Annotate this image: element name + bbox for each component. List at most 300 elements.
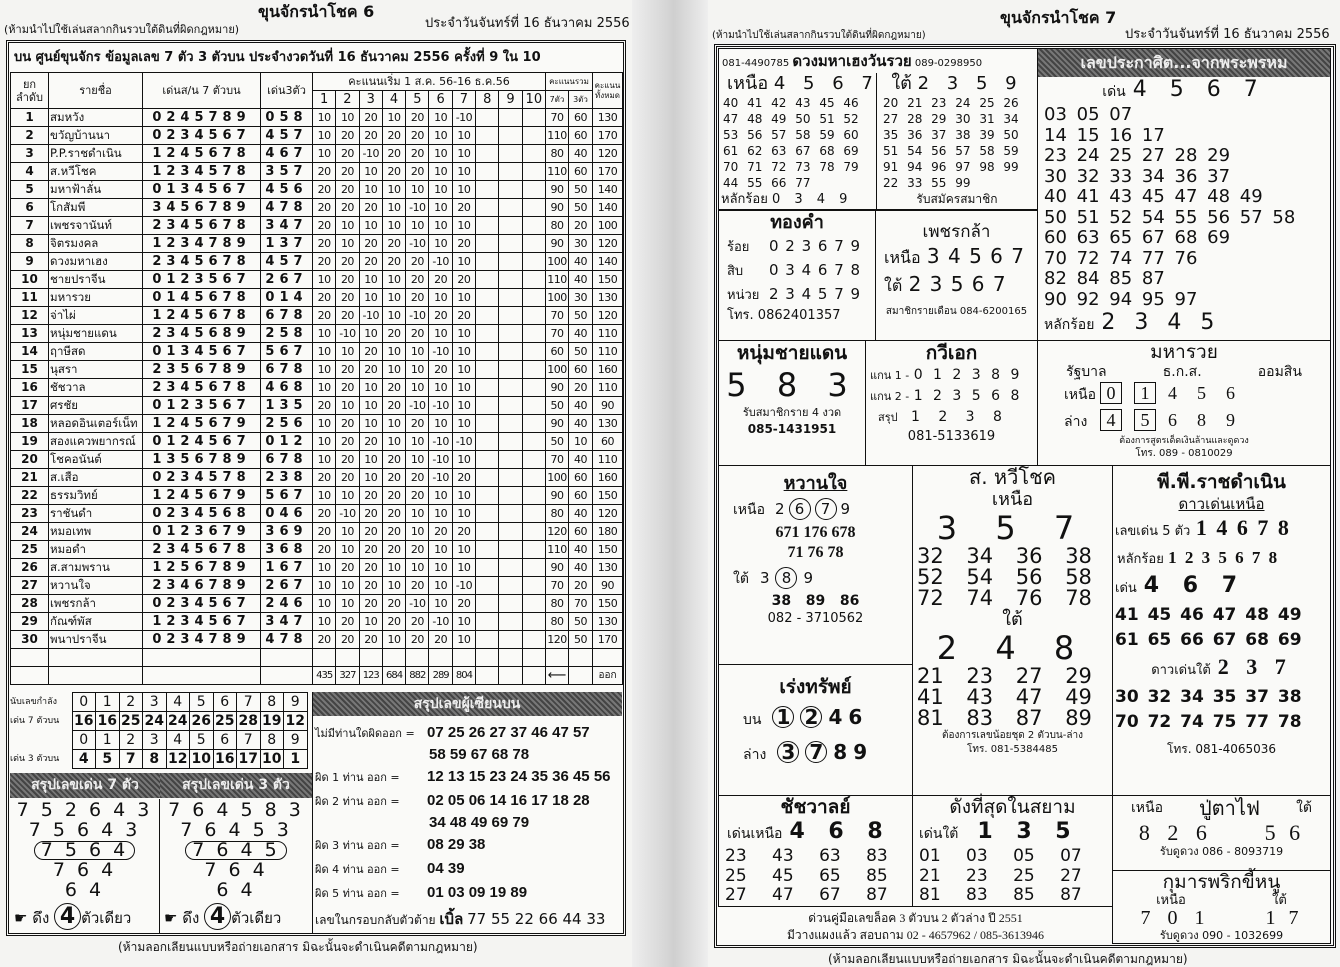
row-total: 60 [592, 433, 622, 451]
dang-row: 21 23 25 27 [919, 865, 1082, 886]
thongkham-label: หน่วย [727, 288, 760, 303]
prakasit-row: 70 72 74 77 76 [1044, 247, 1198, 269]
row-score: 20 [359, 235, 382, 253]
row-score: 10 [452, 253, 475, 271]
row-rank: 16 [11, 379, 49, 397]
row-score: 10 [429, 109, 452, 127]
blank-row [11, 649, 623, 667]
table-row [11, 379, 623, 397]
row-rank: 25 [11, 541, 49, 559]
row-score: 20 [336, 433, 359, 451]
row-total: 140 [592, 181, 622, 199]
row-score [522, 595, 545, 613]
row-score: 20 [429, 271, 452, 289]
table-row [11, 289, 623, 307]
row-score: 20 [359, 433, 382, 451]
duang-south-row: 35 36 37 38 39 50 [883, 128, 1019, 142]
row-score [499, 397, 522, 415]
blank-cell [499, 649, 522, 667]
row-seven: 0123567 [143, 271, 261, 289]
count-cell: 25 [119, 712, 143, 731]
row-three: 014 [261, 289, 313, 307]
wanjai-south-digit: 3 [759, 569, 770, 587]
row-t3: 20 [568, 379, 592, 397]
wichok-north: 3 5 7 [936, 509, 1089, 547]
wichok-note: ต้องการเลขน้อยชุด 2 ตัวบน-ล่าง [941, 730, 1084, 741]
row-score: 20 [336, 631, 359, 649]
row-score: 10 [313, 595, 336, 613]
row-score: 10 [406, 505, 429, 523]
row-seven: 0145678 [143, 289, 261, 307]
row-score [522, 343, 545, 361]
wichok-north-row: 52 54 56 58 [917, 565, 1092, 589]
row-rank: 13 [11, 325, 49, 343]
row-score: 10 [336, 235, 359, 253]
pyramid-line [160, 841, 312, 860]
row-score: 10 [313, 577, 336, 595]
row-t7: 80 [545, 217, 568, 235]
table-row [11, 631, 623, 649]
row-three: 347 [261, 613, 313, 631]
count-label: เด่น 7 ตัวบน [10, 716, 60, 726]
row-score: 20 [336, 415, 359, 433]
section-putafai [1112, 795, 1331, 871]
row-score: 20 [359, 523, 382, 541]
row-score [476, 217, 499, 235]
row-score: 10 [359, 415, 382, 433]
wanjai-south-label: ใต้ [733, 571, 749, 587]
count-cell: 8 [260, 693, 284, 712]
wanjai-north-digit: 9 [840, 500, 851, 518]
blank-cell [568, 649, 592, 667]
count-cell: 0 [72, 693, 96, 712]
row-score: 10 [452, 559, 475, 577]
row-score [522, 505, 545, 523]
row-score: 10 [429, 415, 452, 433]
kawi-sum: 1 2 3 8 [910, 409, 1009, 425]
row-score: 10 [336, 523, 359, 541]
row-score: 10 [336, 487, 359, 505]
row-total: 150 [592, 271, 622, 289]
blank-cell [476, 649, 499, 667]
pyramid-value: 7 6 4 5 3 [180, 819, 292, 841]
count-cell: 10 [190, 750, 214, 769]
pyramid-line [10, 881, 159, 900]
pp-south-row: 70 72 74 75 77 78 [1115, 712, 1302, 732]
row-score: 10 [452, 487, 475, 505]
row-score: 20 [336, 289, 359, 307]
row-score: 20 [313, 199, 336, 217]
summary-line [315, 858, 622, 880]
row-score: 20 [359, 577, 382, 595]
duang-phone1: 081-4490785 [722, 58, 790, 69]
row-name: จิตรมงคล [49, 235, 143, 253]
row-score [499, 199, 522, 217]
row-three: 368 [261, 541, 313, 559]
row-rank: 30 [11, 631, 49, 649]
row-seven: 0234567 [143, 127, 261, 145]
book-line1: ด่วนคู่มือเลขล็อค 3 ตัวบน 2 ตัวล่าง ปี 2551 [808, 911, 1023, 925]
digit-count-grid [10, 692, 308, 769]
row-score: 10 [313, 325, 336, 343]
col-seven: เด่นส/น 7 ตัวบน [143, 73, 261, 109]
row-name: จ่าไผ่ [49, 307, 143, 325]
wichok-south: 2 4 8 [936, 629, 1089, 667]
row-t3: 60 [568, 109, 592, 127]
row-name: ฤาษีสด [49, 343, 143, 361]
putafai-south: 5 6 [1264, 820, 1305, 845]
row-seven: 2345678 [143, 253, 261, 271]
row-score: 10 [429, 577, 452, 595]
row-total: 150 [592, 541, 622, 559]
row-t3: 40 [568, 325, 592, 343]
row-t3: 20 [568, 217, 592, 235]
row-score: 10 [313, 361, 336, 379]
row-rank: 6 [11, 199, 49, 217]
row-score: 20 [406, 289, 429, 307]
pp-south: 2 3 7 [1217, 654, 1292, 679]
row-score: 10 [406, 217, 429, 235]
row-t7: 60 [545, 343, 568, 361]
blank-cell [522, 667, 545, 685]
row-three: 457 [261, 253, 313, 271]
table-row [11, 271, 623, 289]
duang-south-row: 27 28 29 30 31 34 [883, 112, 1019, 126]
row-t7: 110 [545, 127, 568, 145]
row-name: ชัชวาล [49, 379, 143, 397]
row-score: 10 [313, 379, 336, 397]
duang-north-row: 61 62 63 67 68 69 [723, 144, 859, 158]
row-score: 10 [336, 577, 359, 595]
row-score [476, 433, 499, 451]
row-score: 10 [406, 361, 429, 379]
row-score: 20 [452, 523, 475, 541]
row-score [522, 235, 545, 253]
duang-north [721, 73, 877, 209]
row-score: 10 [452, 631, 475, 649]
row-score: 10 [452, 613, 475, 631]
row-score: 20 [336, 253, 359, 271]
reverse-label: เลขในกรอบกลับตัวต้าย [315, 913, 436, 927]
row-t7: 90 [545, 559, 568, 577]
putafai-north: 8 2 6 [1138, 820, 1213, 845]
row-score: 10 [313, 127, 336, 145]
table-row [11, 469, 623, 487]
row-total: 170 [592, 127, 622, 145]
row-score: 10 [429, 487, 452, 505]
kawi-sum-label: สรุป [878, 411, 898, 424]
row-name: P.P.ราชดำเนิน [49, 145, 143, 163]
row-score [522, 109, 545, 127]
row-score [476, 109, 499, 127]
page-gutter [632, 0, 708, 967]
row-rank: 23 [11, 505, 49, 523]
row-score [499, 487, 522, 505]
phetkla-north-label: เหนือ [884, 248, 921, 267]
row-three: 467 [261, 145, 313, 163]
left-notice: (ห้ามนำไปใช้เล่นสลากกินรวบใต้ดินที่ผิดกฎหมาย) [4, 23, 240, 36]
wanjai-north-set: 71 76 78 [787, 544, 844, 561]
row-score [499, 271, 522, 289]
duang-hundreds: 0 3 4 9 [771, 192, 853, 207]
row-score: 10 [429, 181, 452, 199]
row-three: 167 [261, 559, 313, 577]
section-thongkham [718, 210, 876, 341]
summary-label: ไม่มีท่านใดผิดออก = [315, 727, 415, 740]
row-t3: 70 [568, 595, 592, 613]
row-total: 120 [592, 505, 622, 523]
row-total: 110 [592, 451, 622, 469]
row-score: 10 [429, 163, 452, 181]
table-row [11, 487, 623, 505]
wanjai-north-label: เหนือ [733, 502, 765, 518]
duang-hundreds-label: หลักร้อย [721, 192, 768, 207]
totals-out: ออก [592, 667, 622, 685]
row-score [522, 577, 545, 595]
row-name: พนาปราจีน [49, 631, 143, 649]
row-score [476, 145, 499, 163]
row-total: 140 [592, 253, 622, 271]
row-score [499, 505, 522, 523]
row-score [499, 145, 522, 163]
kuman-south: 1 7 [1265, 907, 1303, 929]
col-name: รายชื่อ [49, 73, 143, 109]
kuman-north: 7 0 1 [1140, 907, 1211, 929]
row-rank: 29 [11, 613, 49, 631]
row-score: 20 [313, 235, 336, 253]
row-name: ศรชัย [49, 397, 143, 415]
maharuay-south-digit: 8 [1197, 410, 1206, 430]
row-three: 258 [261, 325, 313, 343]
wichok-north-row: 72 74 76 78 [917, 586, 1092, 610]
count-cell: 5 [190, 731, 214, 750]
blank-cell [568, 667, 592, 685]
phetkla-note: สมาชิกรายเดือน 084-6200165 [885, 306, 1028, 317]
rengsap-bottom-digit: 3 [777, 741, 799, 763]
pyramid-seven [10, 799, 160, 934]
row-seven: 1245678 [143, 307, 261, 325]
row-three: 478 [261, 631, 313, 649]
maharuay-phone: โทร. 089 - 0810029 [1135, 448, 1233, 459]
row-rank: 21 [11, 469, 49, 487]
row-score: 20 [359, 541, 382, 559]
row-t3: 50 [568, 199, 592, 217]
count-cell: 5 [96, 750, 120, 769]
row-rank: 18 [11, 415, 49, 433]
row-three: 256 [261, 415, 313, 433]
pyramid-value: 7 5 6 4 [34, 841, 135, 860]
summary-value: 07 25 26 27 37 46 47 57 [427, 724, 590, 741]
row-t7: 90 [545, 181, 568, 199]
table-row [11, 397, 623, 415]
row-rank: 22 [11, 487, 49, 505]
putafai-phone: รับดูดวง 086 - 8093719 [1159, 845, 1284, 858]
row-total: 150 [592, 487, 622, 505]
blank-cell [545, 649, 568, 667]
putafai-title: ปู่ตาไฟ [1198, 796, 1261, 820]
row-score: 10 [429, 541, 452, 559]
row-score: 20 [406, 325, 429, 343]
row-score: 20 [382, 505, 405, 523]
blank-cell [476, 667, 499, 685]
row-t3: 40 [568, 271, 592, 289]
section-kawi-ek [865, 340, 1038, 466]
table-row [11, 325, 623, 343]
duang-south-row: 51 54 56 57 58 59 [883, 144, 1019, 158]
dang-row: 01 03 05 07 [919, 846, 1082, 866]
table-row [11, 577, 623, 595]
row-rank: 28 [11, 595, 49, 613]
table-row [11, 559, 623, 577]
col-score-period: คะแนนเริ่ม 1 ส.ค. 56-16 ธ.ค.56 [313, 73, 546, 91]
row-t3: 50 [568, 307, 592, 325]
row-three: 567 [261, 343, 313, 361]
row-t7: 50 [545, 433, 568, 451]
table-row [11, 343, 623, 361]
maharuay-col: ธ.ก.ส. [1162, 364, 1202, 380]
row-score: 10 [452, 397, 475, 415]
section-wanjai [718, 465, 913, 665]
wanjai-north-set: 671 176 678 [775, 524, 856, 541]
row-score [522, 469, 545, 487]
row-score [476, 127, 499, 145]
row-score: 20 [406, 253, 429, 271]
total-cell: 327 [336, 667, 359, 685]
row-score: 20 [336, 379, 359, 397]
row-score: -10 [429, 451, 452, 469]
row-three: 456 [261, 181, 313, 199]
row-t7: 70 [545, 307, 568, 325]
row-three: 267 [261, 577, 313, 595]
row-score: 10 [382, 343, 405, 361]
table-row [11, 109, 623, 127]
row-score: 10 [336, 541, 359, 559]
row-t7: 110 [545, 163, 568, 181]
row-score [499, 217, 522, 235]
row-score [499, 109, 522, 127]
row-score: 20 [452, 469, 475, 487]
row-score: -10 [336, 325, 359, 343]
row-score: 10 [336, 109, 359, 127]
row-three: 267 [261, 271, 313, 289]
prakasit-row: 40 41 43 45 47 48 49 [1044, 186, 1263, 207]
section-prakasit [1037, 48, 1331, 341]
section-rengsap [718, 664, 913, 796]
pp-five-label: เลขเด่น 5 ตัว [1115, 524, 1191, 539]
chatchawan-row: 23 43 63 83 [725, 846, 888, 866]
count-cell: 4 [166, 693, 190, 712]
kawi-phone: 081-5133619 [907, 429, 996, 444]
row-score: 20 [382, 613, 405, 631]
prakasit-hundreds-label: หลักร้อย [1044, 317, 1095, 333]
row-seven: 3456789 [143, 199, 261, 217]
row-score [476, 613, 499, 631]
row-score [522, 613, 545, 631]
row-score: -10 [406, 397, 429, 415]
row-score: 20 [359, 559, 382, 577]
pp-hund: 1 2 3 5 6 7 8 [1168, 548, 1280, 567]
row-seven: 0245789 [143, 109, 261, 127]
maharuay-north-digit: 6 [1226, 383, 1235, 403]
banner-seven-summary: สรุปเลขเด่น 7 ตัว [10, 773, 160, 798]
table-row [11, 307, 623, 325]
total-cell: 882 [406, 667, 429, 685]
row-rank: 2 [11, 127, 49, 145]
pp-five: 1 4 6 7 8 [1195, 515, 1291, 540]
row-score [522, 559, 545, 577]
row-score: 10 [313, 613, 336, 631]
table-row [11, 253, 623, 271]
row-score [476, 181, 499, 199]
row-score: 10 [382, 289, 405, 307]
row-seven: 0134567 [143, 343, 261, 361]
row-score: 20 [359, 199, 382, 217]
row-seven: 0234568 [143, 505, 261, 523]
row-score [522, 415, 545, 433]
row-name: ราชันดำ [49, 505, 143, 523]
thongkham-label: สิบ [727, 264, 744, 279]
blank-cell [429, 649, 452, 667]
blank-cell [143, 667, 261, 685]
row-score [522, 451, 545, 469]
prakasit-row: 03 05 07 [1044, 104, 1133, 125]
count-cell: 28 [237, 712, 261, 731]
row-score [522, 181, 545, 199]
row-score: 10 [452, 415, 475, 433]
row-t3: 50 [568, 631, 592, 649]
count-cell: 7 [237, 731, 261, 750]
pp-south-label: ดาวเด่นใต้ [1151, 663, 1211, 678]
row-t3: 60 [568, 487, 592, 505]
row-rank: 3 [11, 145, 49, 163]
row-score: 10 [452, 361, 475, 379]
wichok-south-row: 81 83 87 89 [917, 706, 1092, 730]
row-score: 20 [382, 379, 405, 397]
row-name: นุสรา [49, 361, 143, 379]
row-score: 10 [406, 523, 429, 541]
count-cell: 1 [96, 731, 120, 750]
reverse-word: เบิ้ล [439, 910, 464, 928]
row-name: ดวงมหาเฮง [49, 253, 143, 271]
row-score: 20 [336, 451, 359, 469]
num-chaidaen-title: หนุ่มชายแดน [736, 342, 848, 364]
prakasit-row: 23 24 25 27 28 29 [1044, 145, 1231, 166]
wichok-north-label: เหนือ [991, 489, 1034, 510]
table-row [11, 415, 623, 433]
row-score: 20 [313, 307, 336, 325]
section-num-chaidaen [718, 340, 866, 466]
wanjai-north-digit: 7 [815, 498, 837, 520]
row-score: 10 [336, 343, 359, 361]
row-score: 10 [406, 433, 429, 451]
row-name: หนุ่มชายแดน [49, 325, 143, 343]
row-score: 20 [336, 199, 359, 217]
row-three: 137 [261, 235, 313, 253]
row-score: 20 [359, 361, 382, 379]
table-title: บน ศูนย์ขุนจักร ข้อมูลเลข 7 ตัว 3 ตัวบน ประจำงวดวันที่ 16 ธันวาคม 2556 ครั้งที่ 9 ใน 10 [14, 50, 541, 65]
row-score [499, 415, 522, 433]
row-score [476, 631, 499, 649]
summary-label: ผิด 1 ท่าน ออก = [315, 771, 400, 784]
maharuay-north-digit: 5 [1197, 383, 1206, 403]
summary-value: 02 05 06 14 16 17 18 28 [427, 792, 590, 809]
row-seven: 0234578 [143, 469, 261, 487]
reverse-value: 77 55 22 66 44 33 [467, 910, 606, 928]
wichok-title: ส. หวีโชค [968, 465, 1057, 489]
row-t7: 100 [545, 289, 568, 307]
row-three: 567 [261, 487, 313, 505]
row-t3: 60 [568, 523, 592, 541]
